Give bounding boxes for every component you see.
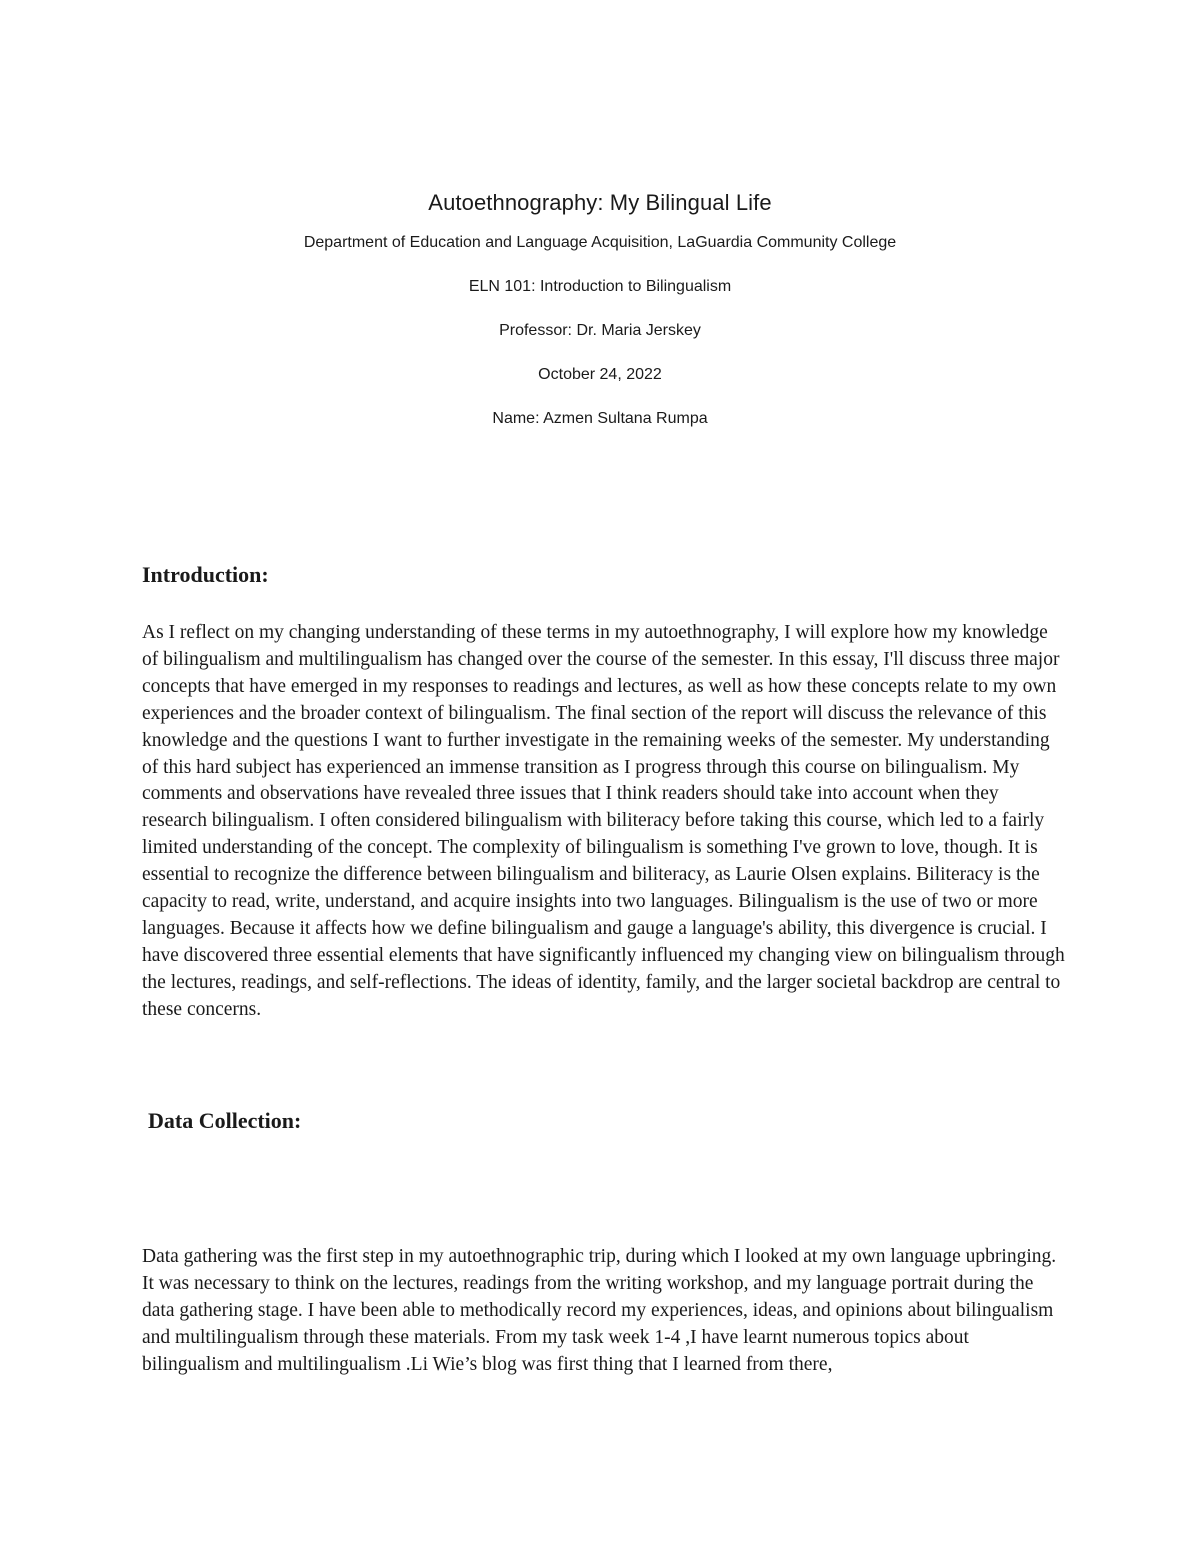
introduction-paragraph: As I reflect on my changing understanding of these terms in my autoethnography, I will explore how my knowledge of bilingualism and multilingualism has changed over the course of the semester. In this essay, I'll discuss three major concepts that have emerged in my responses to readings and lectures, as well as how these concepts relate to my own experiences and the broader context of bilingualism. The final section of the report will discuss the relevance of this knowledge and the questions I want to further investigate in the remaining weeks of the semester. My understanding of this hard subject has experienced an immense transition as I progress through this course on bilingualism. My comments and observations have revealed three issues that I think readers should take into account when they research bilingualism. I often considered bilingualism with biliteracy before taking this course, which led to a fairly limited understanding of the concept. The complexity of bilingualism is something I've grown to love, though. It is essential to recognize the difference between bilingualism and biliteracy, as Laurie Olsen explains. Biliteracy is the capacity to read, write, understand, and acquire insights into two languages. Bilingualism is the use of two or more languages. Because it affects how we define bilingualism and gauge a language's ability, this divergence is crucial. I have discovered three essential elements that have significantly influenced my changing view on bilingualism through the lectures, readings, and self-reflections. The ideas of identity, family, and the larger societal backdrop are central to these concerns. [142, 622, 1065, 1020]
introduction-heading: Introduction: [142, 562, 269, 587]
course-line: ELN 101: Introduction to Bilingualism [468, 278, 732, 295]
author-name-line: Name: Azmen Sultana Rumpa [492, 410, 708, 427]
data-collection-heading: Data Collection: [148, 1108, 302, 1133]
professor-line: Professor: Dr. Maria Jerskey [499, 322, 701, 339]
cover-block [0, 188, 1200, 452]
date-line: October 24, 2022 [538, 366, 662, 383]
department-line: Department of Education and Language Acquisition, LaGuardia Community College [303, 234, 897, 251]
document-title: Autoethnography: My Bilingual Life [428, 190, 772, 215]
data-collection-paragraph: Data gathering was the first step in my autoethnographic trip, during which I looked at my own language upbringing. It was necessary to think on the lectures, readings from the writing workshop, and my language portrait during the data gathering stage. I have been able to methodically record my experiences, ideas, and opinions about bilingualism and multilingualism through these materials. From my task week 1-4 ,I have learnt numerous topics about bilingualism and multilingualism .Li Wie’s blog was first thing that I learned from there, [142, 1246, 1057, 1375]
